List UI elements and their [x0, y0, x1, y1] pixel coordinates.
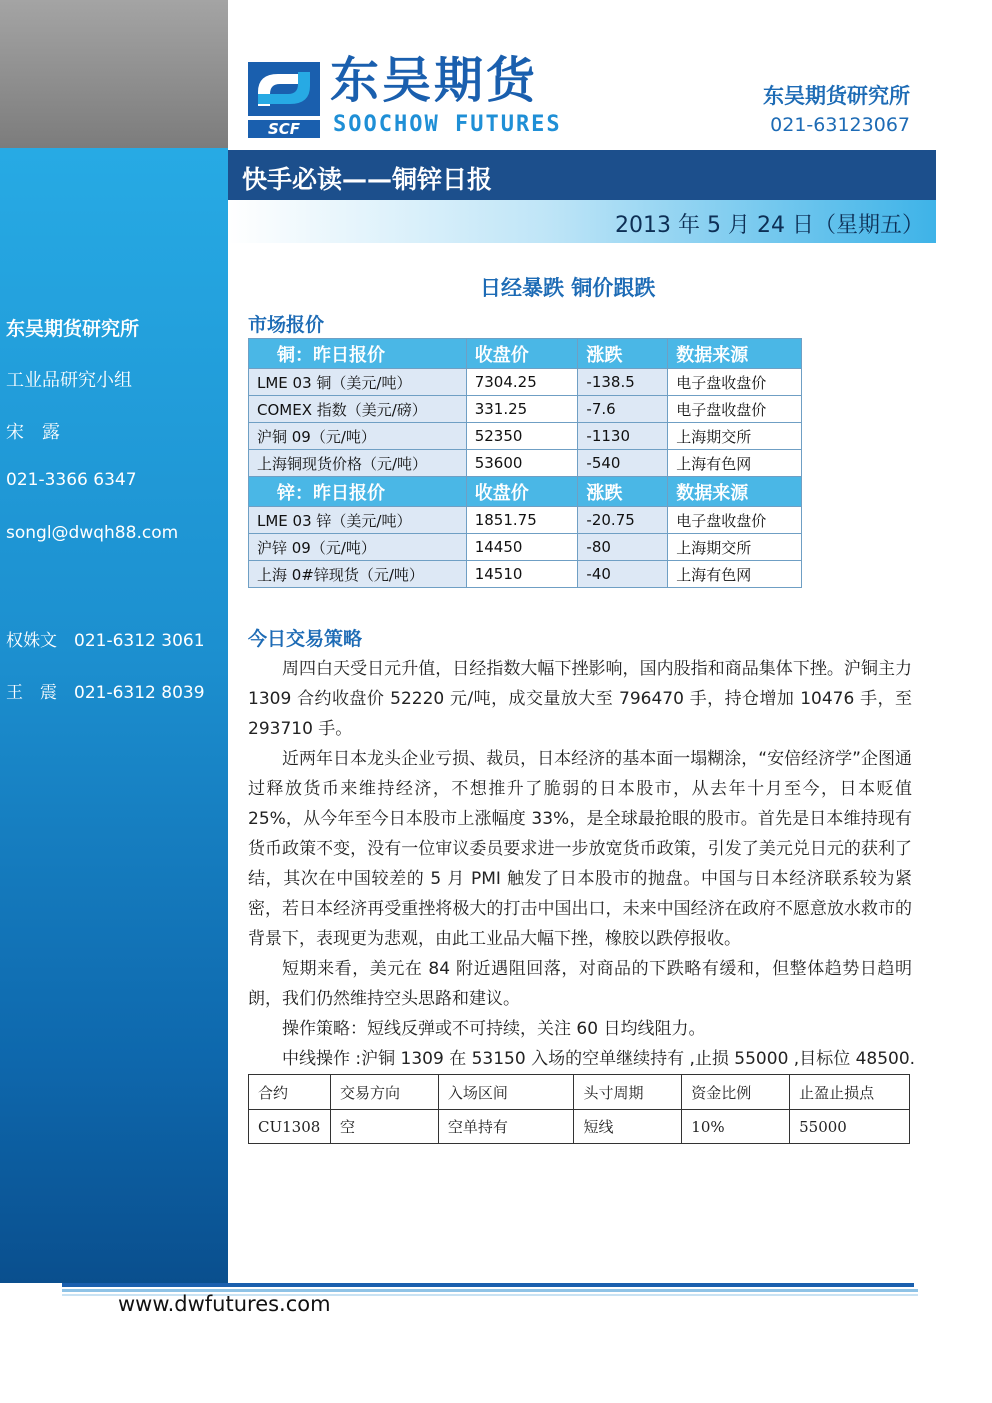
- sidebar-analyst-phone: 021-3366 6347: [6, 470, 137, 490]
- zinc-header-row-cell: 锌：昨日报价: [249, 477, 467, 507]
- footer-url[interactable]: www.dwfutures.com: [118, 1292, 331, 1316]
- zinc-header-row-cell: 数据来源: [668, 477, 802, 507]
- strategy-section-title: 今日交易策略: [248, 628, 363, 650]
- sidebar-contact-1: 权姝文 021-6312 3061: [6, 631, 205, 651]
- copper-quote-row-cell: 电子盘收盘价: [668, 396, 802, 423]
- zinc-quote-row: [249, 534, 802, 561]
- copper-quote-row-cell: 331.25: [466, 396, 578, 423]
- report-date: 2013 年 5 月 24 日（星期五）: [615, 213, 924, 238]
- copper-quote-row-cell: 电子盘收盘价: [668, 369, 802, 396]
- trade-header-row-cell: 交易方向: [330, 1075, 438, 1110]
- copper-quote-row-cell: -7.6: [578, 396, 668, 423]
- zinc-quote-row-cell: 上海 0#锌现货（元/吨）: [249, 561, 467, 588]
- market-quote-table: [248, 338, 802, 588]
- trade-data-row-cell: 55000: [790, 1110, 910, 1144]
- trade-header-row-cell: 头寸周期: [574, 1075, 682, 1110]
- report-title: 快手必读——铜锌日报: [242, 165, 493, 194]
- copper-header-row-cell: 数据来源: [668, 339, 802, 369]
- zinc-quote-row-cell: LME 03 锌（美元/吨）: [249, 507, 467, 534]
- copper-quote-row-cell: LME 03 铜（美元/吨）: [249, 369, 467, 396]
- strategy-paragraph-1: 周四白天受日元升值，日经指数大幅下挫影响，国内股指和商品集体下挫。沪铜主力 1309 合约收盘价 52220 元/吨，成交量放大至 796470 手，持仓增加 10476 手，至 293710 手。: [248, 659, 912, 739]
- brand-name-en: SOOCHOW FUTURES: [333, 112, 562, 137]
- trade-data-row-cell: 空: [330, 1110, 438, 1144]
- copper-quote-row-cell: -138.5: [578, 369, 668, 396]
- sidebar: [0, 148, 228, 1283]
- header-institute: 东吴期货研究所: [763, 84, 910, 108]
- copper-quote-row-cell: 7304.25: [466, 369, 578, 396]
- strategy-paragraph-5: 中线操作 :沪铜 1309 在 53150 入场的空单继续持有 ,止损 55000 ,目标位 48500.: [282, 1049, 916, 1069]
- copper-header-row: [249, 339, 802, 369]
- title-banner: [228, 150, 936, 200]
- copper-quote-row-cell: 53600: [466, 450, 578, 477]
- zinc-quote-row-cell: 电子盘收盘价: [668, 507, 802, 534]
- footer-rule: [62, 1283, 914, 1287]
- zinc-quote-row-cell: -80: [578, 534, 668, 561]
- trade-header-row: [249, 1075, 910, 1110]
- sidebar-contact-2: 王 震 021-6312 8039: [6, 683, 205, 703]
- header-phone: 021-63123067: [770, 114, 910, 136]
- zinc-quote-row: [249, 507, 802, 534]
- zinc-quote-row-cell: 1851.75: [466, 507, 578, 534]
- trade-data-row-cell: 10%: [682, 1110, 790, 1144]
- zinc-quote-row: [249, 561, 802, 588]
- copper-quote-row-cell: 上海有色网: [668, 450, 802, 477]
- zinc-quote-row-cell: -40: [578, 561, 668, 588]
- zinc-quote-row-cell: -20.75: [578, 507, 668, 534]
- copper-quote-row: [249, 396, 802, 423]
- trade-data-row-cell: 短线: [574, 1110, 682, 1144]
- copper-header-row-cell: 涨跌: [578, 339, 668, 369]
- soochow-logo-icon: [248, 62, 320, 138]
- zinc-header-row-cell: 涨跌: [578, 477, 668, 507]
- sidebar-analyst-email[interactable]: songl@dwqh88.com: [6, 523, 179, 543]
- strategy-paragraph-3: 短期来看，美元在 84 附近遇阻回落，对商品的下跌略有缓和，但整体趋势日趋明朗，我们仍然维持空头思路和建议。: [248, 959, 912, 1009]
- copper-quote-row: [249, 450, 802, 477]
- sidebar-analyst-name: 宋 露: [6, 422, 60, 443]
- copper-quote-row-cell: -1130: [578, 423, 668, 450]
- copper-quote-row-cell: COMEX 指数（美元/磅）: [249, 396, 467, 423]
- trade-data-row: [249, 1110, 910, 1144]
- zinc-quote-row-cell: 上海期交所: [668, 534, 802, 561]
- strategy-paragraph-4: 操作策略：短线反弹或不可持续，关注 60 日均线阻力。: [282, 1019, 706, 1039]
- zinc-quote-row-cell: 沪锌 09（元/吨）: [249, 534, 467, 561]
- headline: 日经暴跌 铜价跟跌: [480, 276, 656, 300]
- trade-header-row-cell: 合约: [249, 1075, 331, 1110]
- brand-name-cn: 东吴期货: [330, 52, 539, 109]
- strategy-paragraph-2: 近两年日本龙头企业亏损、裁员，日本经济的基本面一塌糊涂，“安倍经济学”企图通过释放货币来维持经济，不想推升了脆弱的日本股市，从去年十月至今，日本贬值 25%，从今年至今日本股市上涨幅度 33%，是全球最抢眼的股市。首先是日本维持现有货币政策不变，没有一位审议委员要求进一步放宽货币政策，引发了美元兑日元的获利了结，其次在中国较差的 5 月 PMI 触发了日本股市的抛盘。中国与日本经济联系较为紧密，若日本经济再受重挫将极大的打击中国出口，未来中国经济在政府不愿意放水救市的背景下，表现更为悲观，由此工业品大幅下挫，橡胶以跌停报收。: [248, 749, 912, 949]
- logo-text: SCF: [267, 120, 301, 138]
- zinc-header-row-cell: 收盘价: [466, 477, 578, 507]
- trade-plan-table: [248, 1074, 910, 1144]
- market-section-title: 市场报价: [248, 314, 325, 336]
- zinc-quote-row-cell: 14510: [466, 561, 578, 588]
- sidebar-top-block: [0, 0, 228, 148]
- trade-header-row-cell: 入场区间: [438, 1075, 574, 1110]
- copper-quote-row: [249, 423, 802, 450]
- copper-quote-row: [249, 369, 802, 396]
- copper-quote-row-cell: 52350: [466, 423, 578, 450]
- copper-header-row-cell: 收盘价: [466, 339, 578, 369]
- zinc-header-row: [249, 477, 802, 507]
- date-bar: [228, 200, 936, 243]
- copper-quote-row-cell: 上海铜现货价格（元/吨）: [249, 450, 467, 477]
- trade-header-row-cell: 资金比例: [682, 1075, 790, 1110]
- sidebar-institute: 东吴期货研究所: [6, 318, 140, 340]
- trade-header-row-cell: 止盈止损点: [790, 1075, 910, 1110]
- zinc-quote-row-cell: 上海有色网: [668, 561, 802, 588]
- copper-quote-row-cell: 沪铜 09（元/吨）: [249, 423, 467, 450]
- copper-quote-row-cell: 上海期交所: [668, 423, 802, 450]
- trade-data-row-cell: CU1308: [249, 1110, 331, 1144]
- sidebar-group: 工业品研究小组: [6, 370, 132, 391]
- zinc-quote-row-cell: 14450: [466, 534, 578, 561]
- trade-data-row-cell: 空单持有: [438, 1110, 574, 1144]
- copper-quote-row-cell: -540: [578, 450, 668, 477]
- copper-header-row-cell: 铜：昨日报价: [249, 339, 467, 369]
